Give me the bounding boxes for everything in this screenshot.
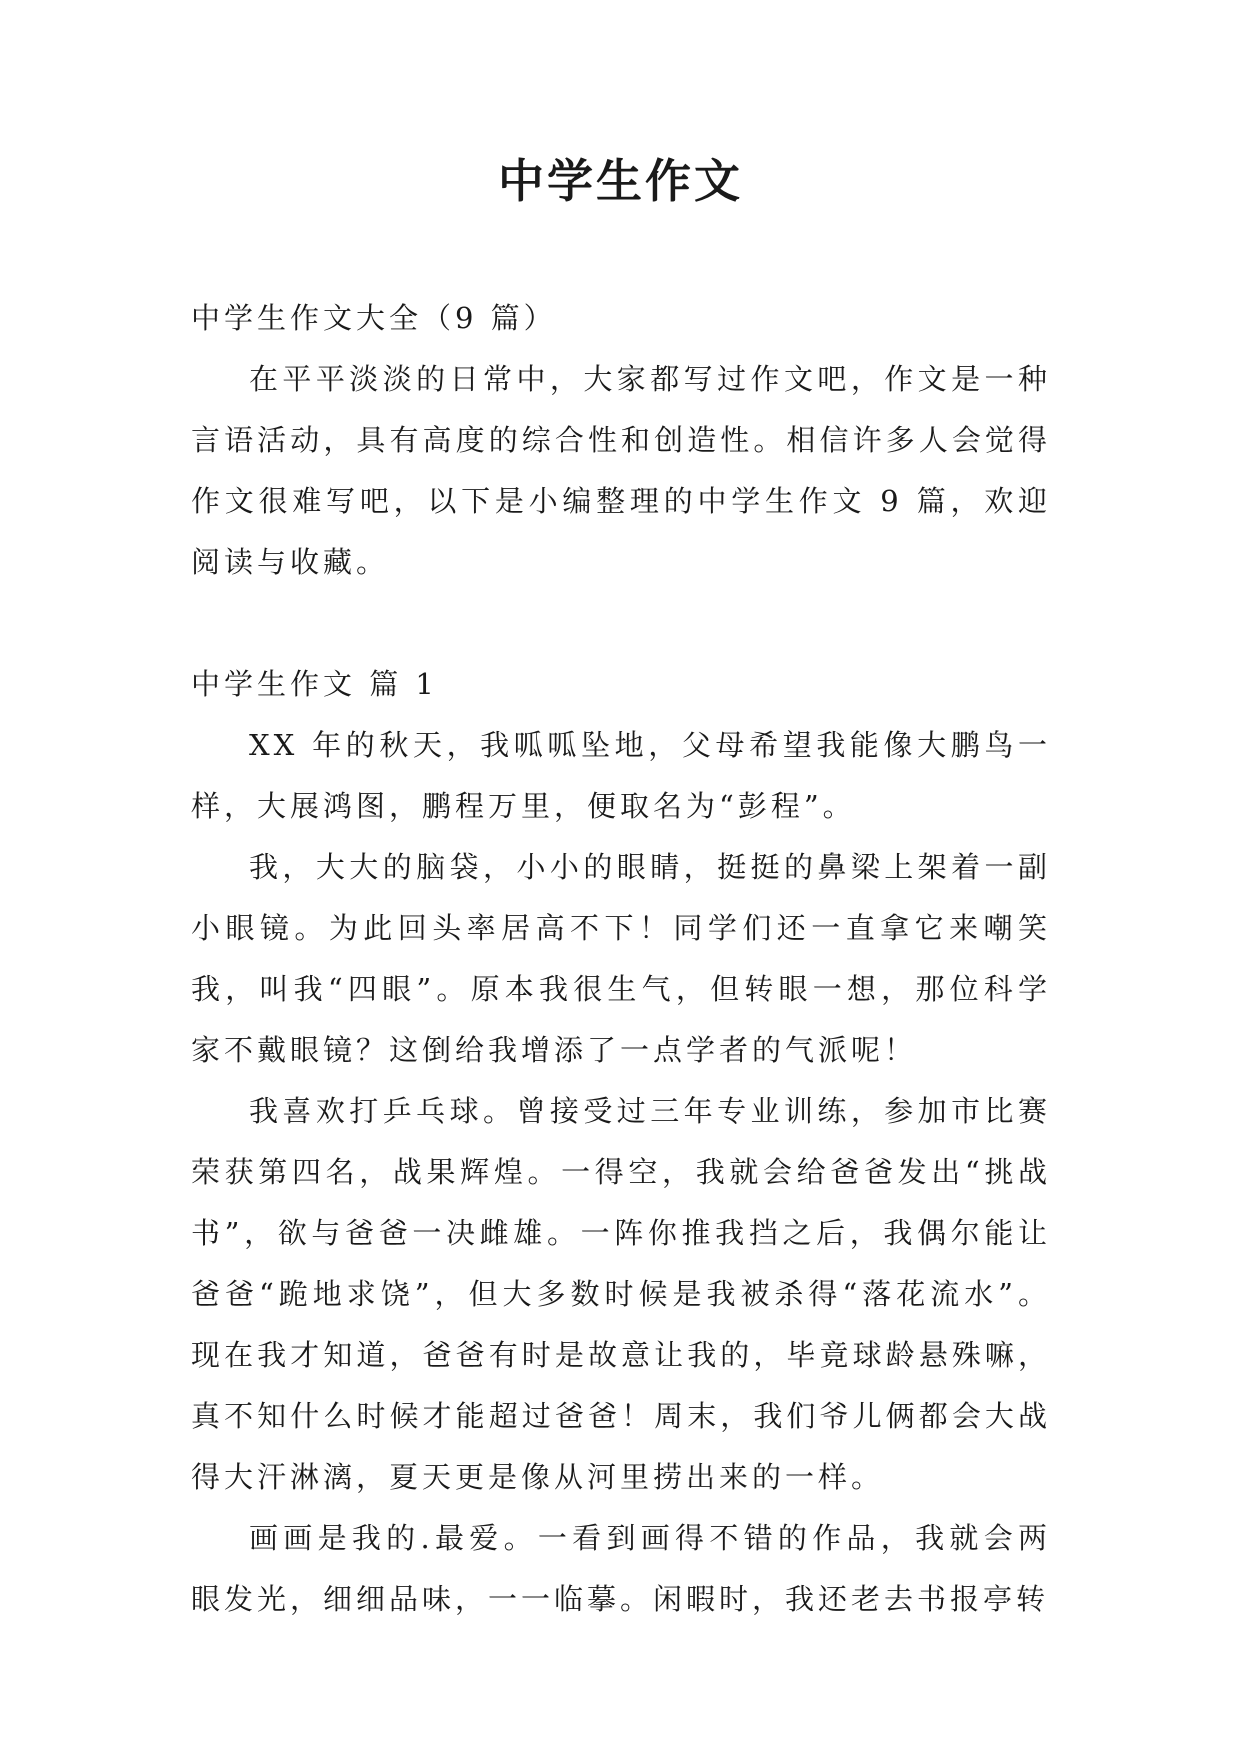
section-heading: 中学生作文 篇 1 <box>191 667 438 701</box>
document-subtitle: 中学生作文大全（9 篇） <box>191 301 557 335</box>
essay-paragraph: XX 年的秋天，我呱呱坠地，父母希望我能像大鹏鸟一样，大展鸿图，鹏程万里，便取名为“彭程”。 <box>191 728 1051 823</box>
section-spacer <box>191 593 1051 654</box>
essay-paragraph: 画画是我的.最爱。一看到画得不错的作品，我就会两眼发光，细细品味，一一临摹。闲暇时，我还老去书报亭转 <box>191 1521 1051 1616</box>
intro-paragraph: 在平平淡淡的日常中，大家都写过作文吧，作文是一种言语活动，具有高度的综合性和创造性。相信许多人会觉得作文很难写吧，以下是小编整理的中学生作文 9 篇，欢迎阅读与收藏。 <box>191 362 1051 579</box>
essay-paragraph: 我，大大的脑袋，小小的眼睛，挺挺的鼻梁上架着一副小眼镜。为此回头率居高不下！同学们还一直拿它来嘲笑我，叫我“四眼”。原本我很生气，但转眼一想，那位科学家不戴眼镜？这倒给我增添了一点学者的气派呢！ <box>191 850 1051 1067</box>
essay-paragraph: 我喜欢打乒乓球。曾接受过三年专业训练，参加市比赛荣获第四名，战果辉煌。一得空，我就会给爸爸发出“挑战书”，欲与爸爸一决雌雄。一阵你推我挡之后，我偶尔能让爸爸“跪地求饶”，但大多数时候是我被杀得“落花流水”。现在我才知道，爸爸有时是故意让我的，毕竟球龄悬殊嘛，真不知什么时候才能超过爸爸！周末，我们爷儿俩都会大战得大汗淋漓，夏天更是像从河里捞出来的一样。 <box>191 1094 1051 1494</box>
document-title: 中学生作文 <box>498 154 743 208</box>
document-body <box>191 288 1051 1630</box>
